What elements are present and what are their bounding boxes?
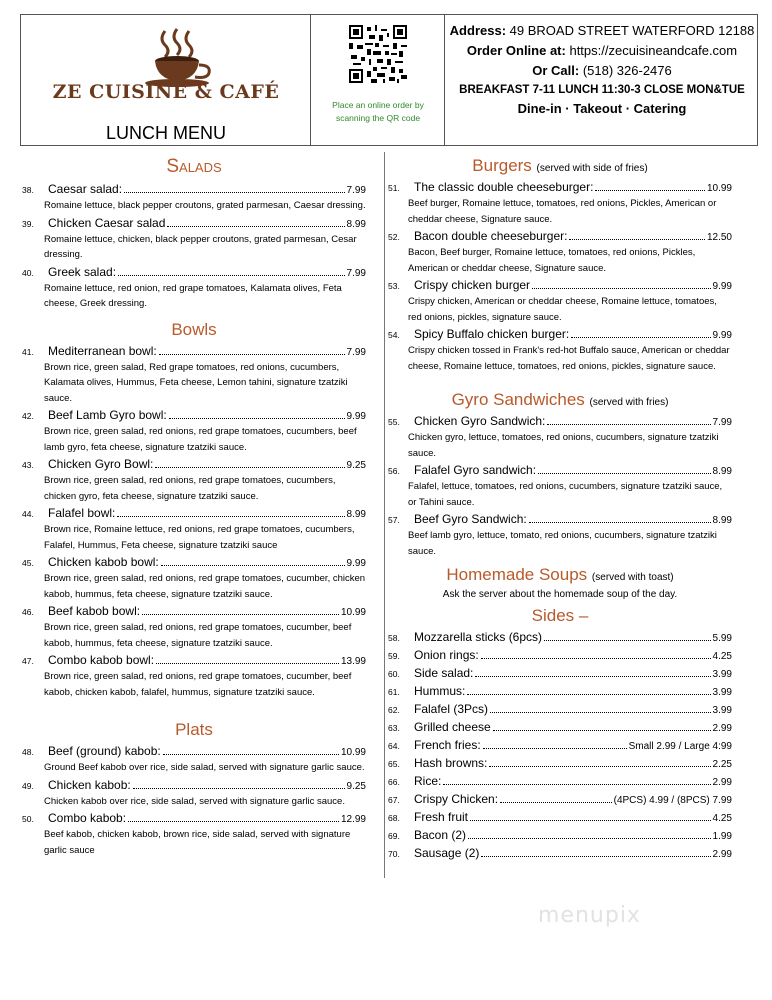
menu-item [22, 604, 366, 651]
item-price: (4PCS) 4.99 / (8PCS) 7.99 [613, 795, 732, 806]
menu-item-line [388, 229, 732, 245]
item-price: 10.99 [706, 183, 732, 194]
item-number: 55. [388, 417, 400, 427]
item-name: French fries: [414, 738, 481, 752]
item-number: 60. [388, 669, 400, 679]
menu-item-line [22, 744, 366, 760]
item-name: Bacon double cheeseburger: [414, 229, 568, 243]
item-name: Bacon (2) [414, 828, 467, 842]
menu-item [388, 512, 732, 559]
item-description: Brown rice, green salad, red onions, red grape tomatoes, cucumber, beef kabob, hummus, feta cheese, signature tzatziki sauce. [44, 622, 352, 649]
item-name: Beef Gyro Sandwich: [414, 512, 527, 526]
item-name: Falafel bowl: [48, 506, 116, 520]
menu-item-line [22, 216, 366, 232]
item-name: Chicken Gyro Sandwich: [414, 414, 546, 428]
item-description: Ground Beef kabob over rice, side salad, served with signature garlic sauce. [44, 762, 365, 773]
call-line [447, 61, 757, 81]
address-value: 49 BROAD STREET WATERFORD 12188 [509, 23, 755, 38]
item-number: 49. [22, 780, 34, 791]
qr-caption: Place an online order by scanning the QR code [332, 100, 424, 123]
item-name: Falafel (3Pcs) [414, 702, 489, 716]
item-price: 2.99 [712, 723, 732, 734]
menu-item [22, 653, 366, 700]
dot-leader [483, 748, 627, 749]
menu-item-line [22, 811, 366, 827]
item-name: Combo kabob bowl: [48, 653, 155, 667]
item-description: Beef lamb gyro, lettuce, tomato, red onions, cucumbers, signature tzatziki sauce. [408, 530, 717, 557]
item-number: 40. [22, 267, 34, 278]
item-name: Chicken kabob bowl: [48, 555, 159, 569]
item-name: Mozzarella sticks (6pcs) [414, 630, 543, 644]
menu-item [22, 744, 366, 776]
item-price: 9.99 [346, 411, 366, 422]
item-description: Romaine lettuce, black pepper croutons, grated parmesan, Caesar dressing. [44, 200, 366, 211]
section-title-burgers [388, 156, 732, 176]
item-price: 8.99 [346, 509, 366, 520]
menu-item [388, 738, 732, 754]
menu-item [388, 229, 732, 276]
item-description: Brown rice, green salad, red onions, red grape tomatoes, cucumbers, beef lamb gyro, feta cheese, signature tzatziki sauce. [44, 426, 357, 453]
menu-item [388, 180, 732, 227]
menu-item-line [22, 408, 366, 424]
dot-leader [155, 467, 344, 468]
item-number: 57. [388, 515, 400, 525]
item-price: 9.99 [712, 330, 732, 341]
item-number: 42. [22, 411, 34, 421]
burgers-list [388, 180, 732, 374]
menu-item [388, 702, 732, 718]
dot-leader [443, 784, 710, 785]
item-description: Brown rice, Romaine lettuce, red onions, red grape tomatoes, cucumbers, Falafel, Hummus, Feta cheese, signature tzatziki sauce [44, 524, 355, 551]
sides-list [388, 630, 732, 862]
item-description: Brown rice, green salad, Red grape tomatoes, red onions, cucumbers, Kalamata olives, Hummus, Feta cheese, Lemon tahini, signature tzatziki sauce. [44, 361, 348, 404]
item-number: 53. [388, 281, 400, 291]
soups-title: Homemade Soups [446, 565, 588, 584]
contact-info [447, 21, 757, 118]
menu-item-line [22, 506, 366, 522]
item-name: Crispy chicken burger [414, 278, 531, 292]
menu-item [22, 506, 366, 553]
item-number: 51. [388, 183, 400, 193]
item-name: Combo kabob: [48, 811, 127, 825]
salads-list [22, 182, 366, 312]
gyro-list [388, 414, 732, 559]
menu-item [388, 414, 732, 461]
item-description: Beef burger, Romaine lettuce, tomatoes, red onions, Pickles, American or cheddar cheese, Signature sauce. [408, 198, 717, 225]
item-number: 48. [22, 747, 34, 757]
item-number: 50. [22, 814, 34, 824]
item-name: Spicy Buffalo chicken burger: [414, 327, 570, 341]
plats-list [22, 744, 366, 858]
item-name: Grilled cheese [414, 720, 491, 734]
menu-item-line [22, 555, 366, 571]
item-name: Side salad: [414, 666, 474, 680]
item-number: 46. [22, 607, 34, 617]
menu-item [22, 265, 366, 312]
dot-leader [133, 788, 345, 789]
dot-leader [163, 754, 339, 755]
salads-title: Salads [166, 156, 222, 177]
menu-item-line [388, 180, 732, 196]
item-name: Rice: [414, 774, 442, 788]
order-label: Order Online at: [466, 43, 566, 58]
item-price: 10.99 [340, 607, 366, 618]
coffee-cup-icon [139, 27, 219, 89]
soups-note: (served with toast) [591, 572, 674, 583]
dot-leader [547, 424, 710, 425]
item-number: 56. [388, 466, 400, 476]
item-price: 5.99 [712, 633, 732, 644]
item-name: Beef (ground) kabob: [48, 744, 161, 758]
dot-leader [595, 190, 705, 191]
item-price: 10.99 [340, 747, 366, 758]
item-name: Chicken Gyro Bowl: [48, 457, 154, 471]
item-name: Hash browns: [414, 756, 488, 770]
menu-item-line [388, 792, 732, 808]
item-price: 4.25 [712, 651, 732, 662]
dot-leader [470, 820, 711, 821]
item-number: 39. [22, 218, 34, 229]
menu-item [22, 344, 366, 407]
item-name: Fresh fruit [414, 810, 469, 824]
item-name: Chicken kabob: [48, 777, 131, 792]
menu-item-line [388, 828, 732, 844]
item-price: 3.99 [712, 669, 732, 680]
plats-title: Plats [175, 720, 213, 739]
item-price: 8.99 [346, 218, 366, 230]
hours-line: BREAKFAST 7-11 LUNCH 11:30-3 CLOSE MON&TUE [459, 84, 745, 96]
item-number: 67. [388, 795, 400, 805]
item-price: 2.25 [712, 759, 732, 770]
menu-item-line [388, 756, 732, 772]
item-number: 63. [388, 723, 400, 733]
item-name: Onion rings: [414, 648, 479, 662]
menu-item [388, 720, 732, 736]
menu-item [388, 756, 732, 772]
item-number: 43. [22, 460, 34, 470]
menu-item [388, 684, 732, 700]
dot-leader [156, 663, 339, 664]
item-name: Mediterranean bowl: [48, 343, 157, 358]
menu-item [388, 774, 732, 790]
menu-item [388, 846, 732, 862]
item-name: Sausage (2) [414, 846, 480, 860]
menu-item-line [22, 653, 366, 669]
item-price: 2.99 [712, 849, 732, 860]
dot-leader [159, 354, 345, 355]
address-line [447, 21, 757, 41]
item-name: Falafel Gyro sandwich: [414, 463, 537, 477]
item-price: 7.99 [346, 267, 366, 279]
right-column [388, 150, 732, 862]
dot-leader [571, 337, 710, 338]
item-price: 7.99 [346, 185, 366, 196]
menu-item-line [22, 778, 366, 794]
menu-item-line [388, 810, 732, 826]
menu-item [388, 463, 732, 510]
item-name: Caesar salad: [48, 182, 123, 196]
item-number: 54. [388, 330, 400, 340]
item-description: Brown rice, green salad, red onions, red grape tomatoes, cucumbers, chicken gyro, feta cheese, signature tzatziki sauce. [44, 475, 336, 502]
menu-title: LUNCH MENU [105, 123, 226, 143]
menu-item [388, 810, 732, 826]
menu-item [22, 778, 366, 810]
dot-leader [529, 522, 711, 523]
item-number: 44. [22, 509, 34, 519]
item-name: Beef kabob bowl: [48, 604, 141, 618]
qr-code-icon[interactable] [349, 25, 407, 83]
item-number: 41. [22, 346, 34, 357]
menu-item [22, 182, 366, 214]
menu-item-line [22, 604, 366, 620]
item-number: 38. [22, 185, 34, 195]
logo-panel [21, 15, 311, 146]
item-description: Beef kabob, chicken kabob, brown rice, side salad, served with signature garlic sauce [44, 829, 351, 856]
item-price: 9.25 [346, 460, 366, 471]
item-number: 59. [388, 651, 400, 661]
dot-leader [161, 565, 345, 566]
dot-leader [481, 658, 711, 659]
item-description: Falafel, lettuce, tomatoes, red onions, cucumbers, signature tzatziki sauce, or Tahini sauce. [408, 481, 723, 508]
dot-leader [500, 802, 612, 803]
item-name: The classic double cheeseburger: [414, 180, 594, 194]
item-price: 13.99 [340, 656, 366, 667]
item-description: Chicken gyro, lettuce, tomatoes, red onions, cucumbers, signature tzatziki sauce. [408, 432, 719, 459]
bowls-list [22, 344, 366, 701]
gyro-title: Gyro Sandwiches [451, 390, 585, 409]
item-number: 65. [388, 759, 400, 769]
brand-name: ZE CUISINE & CAFÉ [52, 81, 280, 103]
item-price: 9.99 [346, 558, 366, 569]
item-description: Romaine lettuce, red onion, red grape tomatoes, Kalamata olives, Feta cheese, Greek dressing. [44, 282, 342, 309]
item-name: Hummus: [414, 684, 466, 698]
menu-item-line [22, 457, 366, 473]
dot-leader [124, 192, 344, 193]
dot-leader [569, 239, 705, 240]
dot-leader [142, 614, 339, 615]
burgers-title: Burgers [472, 156, 532, 175]
soup-of-the-day-note: Ask the server about the homemade soup of the day. [442, 589, 678, 600]
item-number: 69. [388, 831, 400, 841]
item-price: 9.25 [346, 780, 366, 792]
section-title-gyro [388, 390, 732, 410]
menu-item-line [22, 265, 366, 281]
watermark: menupix [538, 903, 641, 928]
item-price: 7.99 [346, 346, 366, 358]
services-line: Dine-in · Takeout · Catering [517, 101, 687, 116]
item-description: Bacon, Beef burger, Romaine lettuce, tomatoes, red onions, Pickles, American or cheddar cheese, Signature sauce. [408, 247, 696, 274]
item-name: Beef Lamb Gyro bowl: [48, 408, 167, 422]
item-description: Brown rice, green salad, red onions, red grape tomatoes, cucumber, chicken kabob, hummus, feta cheese, signature tzatziki sauce. [44, 573, 366, 600]
menu-item [388, 630, 732, 646]
dot-leader [532, 288, 710, 289]
item-price: 8.99 [712, 515, 732, 526]
dot-leader [468, 838, 711, 839]
menu-item-line [388, 512, 732, 528]
menu-item-line [22, 182, 366, 198]
item-price: 12.50 [706, 232, 732, 243]
menu-item [22, 555, 366, 602]
item-price: Small 2.99 / Large 4:99 [628, 741, 732, 752]
menu-item [388, 327, 732, 374]
item-number: 45. [22, 558, 34, 568]
section-title-bowls [22, 320, 366, 340]
menu-item-line [388, 846, 732, 862]
item-price: 2.99 [712, 777, 732, 788]
order-line [447, 41, 757, 61]
menu-item [22, 216, 366, 263]
gyro-note: (served with fries) [589, 397, 669, 408]
menu-header [20, 14, 758, 146]
address-label: Address: [449, 23, 507, 38]
item-name: Crispy Chicken: [414, 792, 499, 806]
item-description: Chicken kabob over rice, side salad, served with signature garlic sauce. [44, 795, 345, 807]
order-url-link[interactable]: https://zecuisineandcafe.com [569, 43, 738, 58]
dot-leader [169, 418, 345, 419]
column-divider [384, 152, 385, 878]
item-description: Romaine lettuce, chicken, black pepper croutons, grated parmesan, Cesar dressing. [44, 233, 357, 260]
section-title-sides [388, 606, 732, 626]
menu-item [388, 828, 732, 844]
item-description: Crispy chicken tossed in Frank's red-hot Buffalo sauce, American or cheddar cheese, Romaine lettuce, tomatoes, red onions, pickles, signature sauce. [408, 345, 730, 372]
section-title-salads [22, 156, 366, 178]
dot-leader [167, 226, 344, 227]
item-number: 47. [22, 656, 34, 666]
menu-item-line [22, 344, 366, 360]
dot-leader [538, 473, 710, 474]
item-price: 9.99 [712, 281, 732, 292]
item-price: 4.25 [712, 813, 732, 824]
left-column [22, 150, 366, 858]
menu-item [388, 666, 732, 682]
item-description: Brown rice, green salad, red onions, red grape tomatoes, cucumber, beef kabob, chicken kabob, falafel, hummus, signature tzatziki sauce. [44, 671, 352, 698]
dot-leader [489, 766, 710, 767]
menu-item [388, 792, 732, 808]
dot-leader [118, 275, 344, 276]
call-label: Or Call: [532, 63, 580, 78]
item-number: 68. [388, 813, 400, 823]
item-price: 3.99 [712, 687, 732, 698]
item-price: 1.99 [712, 831, 732, 842]
menu-item [388, 648, 732, 664]
item-number: 66. [388, 777, 400, 787]
menu-item-line [388, 720, 732, 736]
menu-item-line [388, 278, 732, 294]
section-title-plats [22, 720, 366, 740]
item-price: 7.99 [712, 417, 732, 428]
menu-item [388, 278, 732, 325]
item-number: 62. [388, 705, 400, 715]
item-number: 61. [388, 687, 400, 697]
item-price: 8.99 [712, 466, 732, 477]
item-description: Crispy chicken, American or cheddar cheese, Romaine lettuce, tomatoes, red onions, pickles, signature sauce. [408, 296, 717, 323]
item-price: 12.99 [340, 814, 366, 825]
menu-item [22, 457, 366, 504]
menu-item-line [388, 702, 732, 718]
bowls-title: Bowls [171, 319, 217, 339]
item-number: 58. [388, 633, 400, 643]
dot-leader [481, 856, 710, 857]
dot-leader [490, 712, 711, 713]
item-number: 64. [388, 741, 400, 751]
menu-item-line [388, 684, 732, 700]
dot-leader [467, 694, 710, 695]
menu-item-line [388, 463, 732, 479]
menu-item-line [388, 630, 732, 646]
dot-leader [493, 730, 711, 731]
menu-item [22, 408, 366, 455]
menu-item-line [388, 414, 732, 430]
phone-number[interactable]: (518) 326-2476 [582, 63, 672, 78]
burgers-note: (served with side of fries) [536, 163, 648, 174]
item-price: 3.99 [712, 705, 732, 716]
menu-item [22, 811, 366, 858]
menu-item-line [388, 738, 732, 754]
menu-item-line [388, 648, 732, 664]
dot-leader [128, 821, 339, 822]
sides-title: Sides – [531, 606, 589, 625]
dot-leader [117, 516, 344, 517]
section-title-soups [388, 565, 732, 585]
item-number: 70. [388, 849, 400, 859]
item-name: Chicken Caesar salad [48, 215, 166, 230]
menu-item-line [388, 327, 732, 343]
item-number: 52. [388, 232, 400, 242]
dot-leader [475, 676, 710, 677]
menu-item-line [388, 774, 732, 790]
item-name: Greek salad: [48, 264, 117, 279]
menu-item-line [388, 666, 732, 682]
qr-panel [311, 15, 445, 146]
dot-leader [544, 640, 711, 641]
